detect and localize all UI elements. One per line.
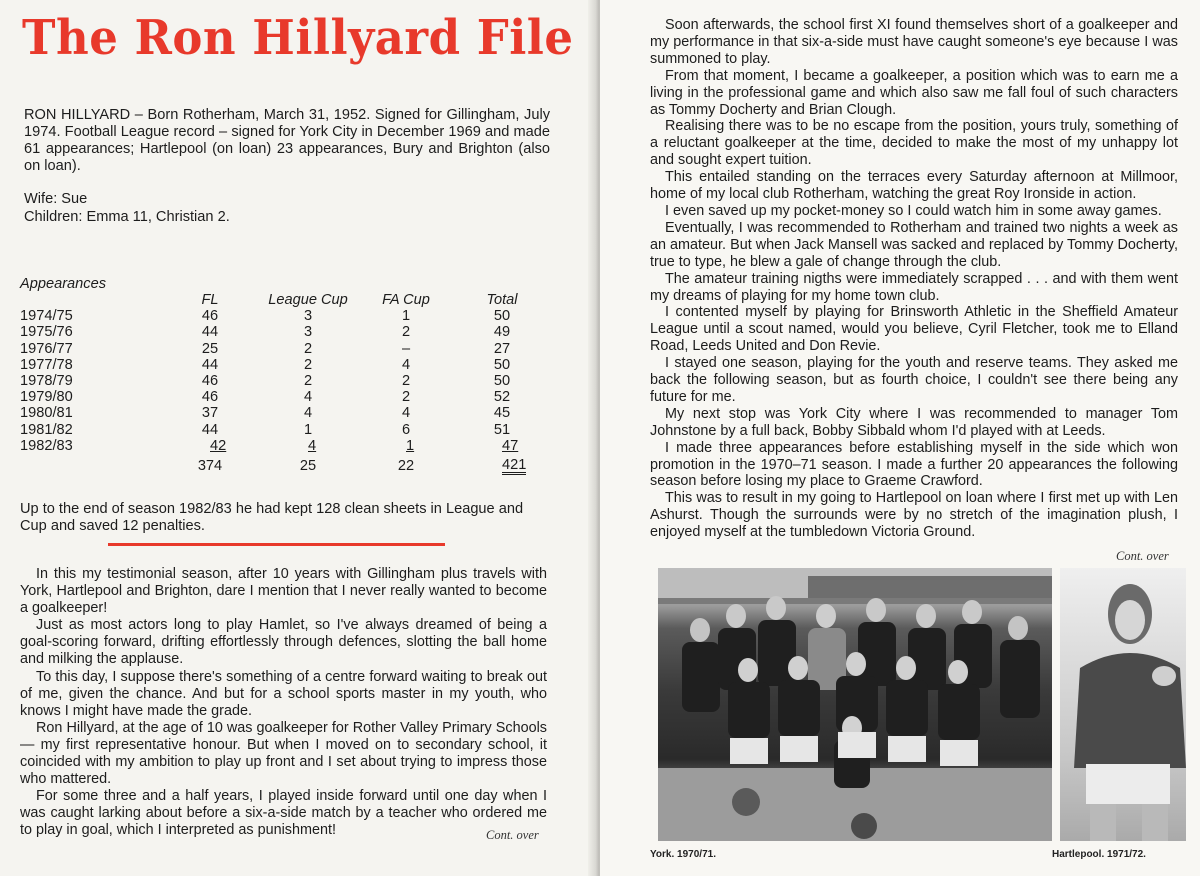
table-row	[20, 422, 530, 438]
table-header-row	[20, 292, 530, 308]
player-photo	[1060, 568, 1186, 841]
fl-cell: 37	[201, 405, 219, 422]
fl-cell: 46	[201, 308, 219, 325]
table-row	[20, 373, 530, 389]
left-page	[0, 0, 595, 876]
fa-cup-cell: 6	[401, 421, 411, 438]
table-row	[20, 341, 530, 357]
league-cup-cell: 2	[303, 356, 313, 373]
cont-over-left: Cont. over	[486, 828, 539, 842]
league-cup-cell: 4	[303, 389, 313, 406]
fl-cell: 44	[201, 324, 219, 341]
story-paragraph: The amateur training nigths were immediately scrapped . . . and with them went my dreams of playing for my home town club.	[650, 270, 1178, 304]
total-league-cup: 25	[299, 457, 317, 474]
appearances-table	[20, 292, 530, 474]
story-paragraph: Eventually, I was recommended to Rotherham and trained two nights a week as an amateur. But when Jack Mansell was sacked and replaced by Tommy Docherty, true to type, he blew a gale of change through the club.	[650, 219, 1178, 270]
header-fl: FL	[201, 292, 219, 308]
right-page	[600, 0, 1200, 876]
fl-cell: 44	[201, 356, 219, 373]
total-cell: 50	[493, 308, 511, 325]
table-row	[20, 405, 530, 421]
story-paragraph: This was to result in my going to Hartlepool on loan where I first met up with Len Ashurst. Though the surrounds were by no stretch of the imagination plush, I enjoyed myself at the tumbledown Victoria Ground.	[650, 490, 1178, 541]
caption-team-photo: York. 1970/71.	[650, 849, 716, 860]
caption-player-photo: Hartlepool. 1971/72.	[1052, 849, 1146, 860]
total-cell: 50	[493, 372, 511, 389]
season-cell: 1981/82	[20, 421, 73, 438]
story-paragraph: This entailed standing on the terraces every Saturday afternoon at Millmoor, home of my local club Rotherham, watching the great Roy Ironside in action.	[650, 169, 1178, 203]
story-paragraph: I even saved up my pocket-money so I could watch him in some away games.	[665, 202, 1162, 219]
table-row	[20, 308, 530, 324]
fl-cell: 46	[201, 372, 219, 389]
league-cup-cell: 3	[303, 324, 313, 341]
season-cell: 1975/76	[20, 324, 73, 341]
summary-paragraph: Up to the end of season 1982/83 he had kept 128 clean sheets in League and Cup and saved 12 penalties.	[20, 501, 524, 534]
season-cell: 1976/77	[20, 340, 73, 357]
story-paragraph: I contented myself by playing for Brinsworth Athletic in the Sheffield Amateur League until a scout named, would you believe, Cyril Fletcher, took me to Elland Road, Leeds United and Don Revie.	[650, 304, 1178, 355]
fl-cell-underlined: 42	[210, 437, 227, 454]
league-cup-cell: 2	[303, 340, 313, 357]
league-cup-cell: 3	[303, 308, 313, 325]
story-paragraph: From that moment, I became a goalkeeper, a position which was to earn me a living in the professional game and which also saw me fall foul of such characters as Tommy Docherty and Brian Clough.	[650, 67, 1178, 118]
league-cup-cell-underlined: 4	[308, 437, 317, 454]
total-cell: 45	[493, 405, 511, 422]
family-info	[24, 191, 324, 226]
total-total: 421	[502, 456, 527, 473]
total-cell: 49	[493, 324, 511, 341]
total-cell-underlined: 47	[502, 437, 519, 454]
fl-cell: 25	[201, 340, 219, 357]
header-total: Total	[486, 292, 518, 308]
bio-paragraph: RON HILLYARD – Born Rotherham, March 31, 1952. Signed for Gillingham, July 1974. Football League record – signed for York City in December 1969 and made 61 appearances; Hartlepool (on loan) 23 appearances, Bury and Brighton (also on loan).	[24, 107, 550, 174]
page-title: The Ron Hillyard File	[22, 10, 574, 66]
cont-over-right: Cont. over	[1116, 549, 1169, 563]
fa-cup-cell-underlined: 1	[406, 437, 415, 454]
story-paragraph: My next stop was York City where I was recommended to manager Tom Johnstone by a full back, Bobby Sibbald whom I'd played with at Leeds.	[650, 405, 1178, 439]
season-cell: 1980/81	[20, 405, 73, 422]
story-paragraph: Soon afterwards, the school first XI found themselves short of a goalkeeper and my performance in that six-a-side must have caught someone's eye because I was summoned to play.	[650, 17, 1178, 67]
league-cup-cell: 1	[303, 421, 313, 438]
story-paragraph: I stayed one season, playing for the youth and reserve teams. They asked me back the following season, but as fourth choice, I couldn't see there being any future for me.	[650, 355, 1178, 405]
fa-cup-cell: 4	[401, 405, 411, 422]
fa-cup-cell: 2	[401, 324, 411, 341]
total-cell: 51	[493, 421, 511, 438]
table-row	[20, 324, 530, 340]
fl-cell: 46	[201, 389, 219, 406]
wife-line: Wife: Sue	[24, 191, 88, 207]
season-cell: 1977/78	[20, 356, 73, 373]
season-cell: 1982/83	[20, 437, 73, 454]
table-row	[20, 357, 530, 373]
right-story	[650, 17, 1178, 541]
season-cell: 1974/75	[20, 308, 73, 325]
left-story	[20, 566, 547, 840]
fa-cup-cell: –	[401, 340, 411, 357]
header-league-cup: League Cup	[268, 292, 348, 308]
player-photo-image	[1060, 568, 1186, 841]
total-cell: 52	[493, 389, 511, 406]
league-cup-cell: 2	[303, 372, 313, 389]
table-row	[20, 389, 530, 405]
fa-cup-cell: 4	[401, 356, 411, 373]
total-fl: 374	[197, 457, 223, 474]
appearances-heading: Appearances	[20, 276, 107, 292]
story-paragraph: To this day, I suppose there's something of a centre forward waiting to break out of me, given the chance. And but for a school sports master in my youth, who knows I might have made the grade.	[20, 668, 547, 719]
story-paragraph: Just as most actors long to play Hamlet, so I've always dreamed of being a goal-scoring forward, drifting effortlessly through defences, slotting the ball home and milking the applause.	[20, 617, 547, 668]
fa-cup-cell: 1	[401, 308, 411, 325]
fa-cup-cell: 2	[401, 372, 411, 389]
children-line: Children: Emma 11, Christian 2.	[24, 208, 230, 225]
table-totals-row	[20, 458, 530, 474]
table-row	[20, 438, 530, 454]
total-cell: 27	[493, 340, 511, 357]
team-photo-image	[658, 568, 1052, 841]
red-divider	[108, 543, 445, 546]
total-cell: 50	[493, 356, 511, 373]
story-paragraph: I made three appearances before establishing myself in the side which won promotion in the 1970–71 season. I made a further 20 appearances the following season before losing my place to Graeme Crawford.	[650, 439, 1178, 490]
fa-cup-cell: 2	[401, 389, 411, 406]
story-paragraph: Ron Hillyard, at the age of 10 was goalkeeper for Rother Valley Primary Schools — my first representative honour. But when I moved on to secondary school, it coincided with my ambition to play up front and I set about trying to impress those who mattered.	[20, 719, 547, 788]
season-cell: 1979/80	[20, 389, 73, 406]
fl-cell: 44	[201, 421, 219, 438]
team-photo	[658, 568, 1052, 841]
league-cup-cell: 4	[303, 405, 313, 422]
total-fa-cup: 22	[397, 457, 415, 474]
header-fa-cup: FA Cup	[382, 292, 430, 308]
table-body	[20, 308, 530, 454]
story-paragraph: In this my testimonial season, after 10 years with Gillingham plus travels with York, Hartlepool and Brighton, dare I mention that I never really wanted to become a goalkeeper!	[20, 566, 547, 617]
story-paragraph: Realising there was to be no escape from the position, yours truly, something of a reluctant goalkeeper at the time, decided to make the most of my unhappy lot and sought expert tuition.	[650, 118, 1178, 169]
season-cell: 1978/79	[20, 372, 73, 389]
story-paragraph: For some three and a half years, I played inside forward until one day when I was caught larking about before a six-a-side match by a teacher who ordered me to play in goal, which I interpreted as punishment!	[20, 788, 547, 839]
